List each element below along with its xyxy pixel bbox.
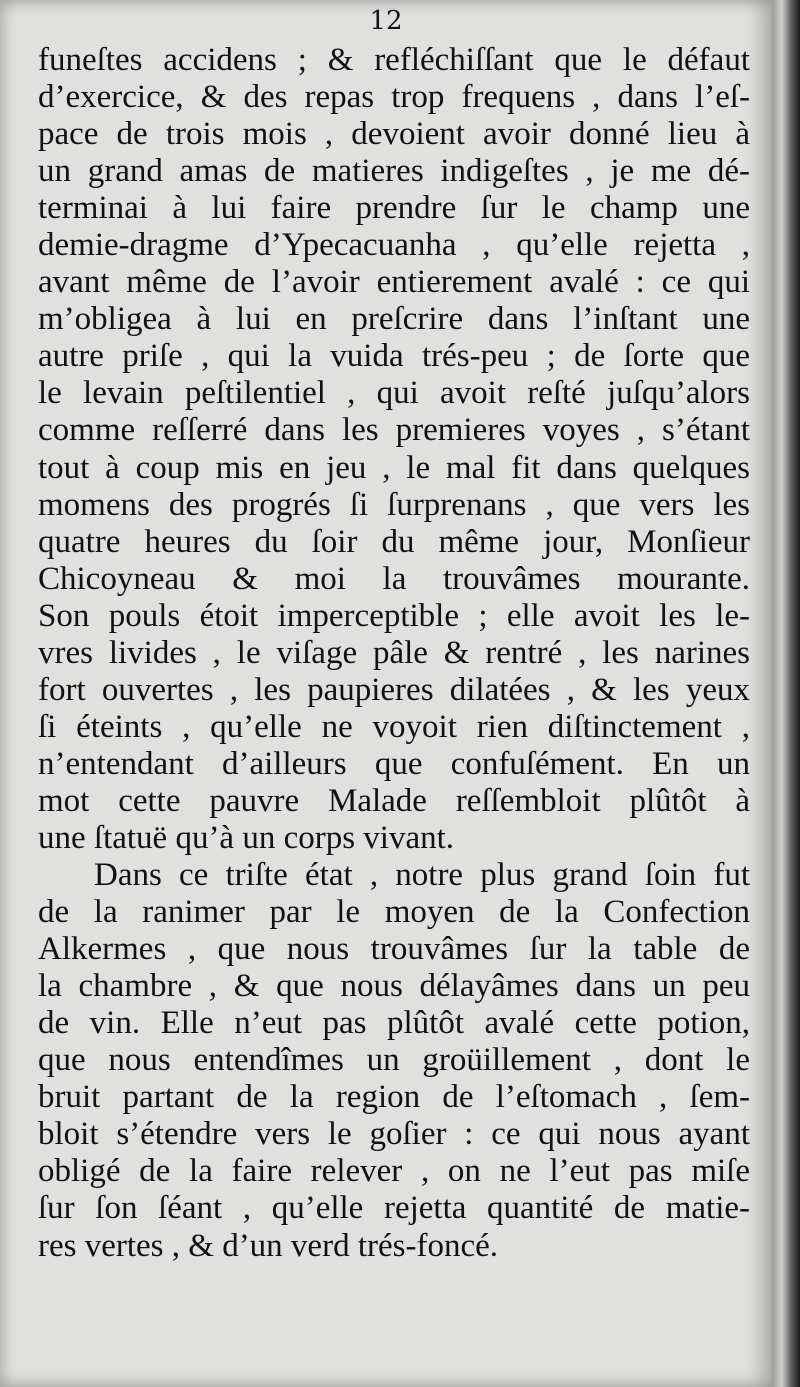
text-line: la chambre , & que nous délayâmes dans un peu [38,968,750,1005]
text-line: funeſtes accidens ; & refléchiſſant que le défaut [38,42,750,78]
text-line: terminai à lui faire prendre ſur le champ une [38,190,750,227]
page-body-text [38,42,750,1265]
text-line: ſur ſon ſéant , qu’elle rejetta quantité de matie- [38,1190,750,1227]
text-line: obligé de la faire relever , on ne l’eut pas miſe [38,1153,750,1190]
text-line: fort ouvertes , les paupieres dilatées , & les yeux [38,671,750,708]
text-line: d’exercice, & des repas trop frequens , dans l’eſ- [38,79,750,116]
text-line: Son pouls étoit imperceptible ; elle avoit les le- [38,597,750,634]
text-line: de vin. Elle n’eut pas plûtôt avalé cette potion, [38,1005,750,1042]
text-line: res vertes , & d’un verd trés-foncé. [38,1227,498,1264]
text-line: quatre heures du ſoir du même jour, Monſieur [38,523,750,560]
text-line: m’obligea à lui en preſcrire dans l’inſtant une [38,301,750,338]
text-line: que nous entendîmes un groüillement , dont le [38,1042,750,1079]
text-line: tout à coup mis en jeu , le mal fit dans quelques [38,449,750,486]
text-line: Chicoyneau & moi la trouvâmes mourante. [38,560,750,597]
text-line: autre priſe , qui la vuida trés-peu ; de ſorte que [38,338,750,375]
text-line: pace de trois mois , devoient avoir donné lieu à [38,116,750,153]
text-line: mot cette pauvre Malade reſſembloit plûtôt à [38,782,750,819]
text-line: comme reſſerré dans les premieres voyes , s’étant [38,412,750,449]
text-line: momens des progrés ſi ſurprenans , que vers les [38,486,750,523]
text-line: le levain peſtilentiel , qui avoit reſté juſqu’alors [38,375,750,412]
paragraph [38,42,750,857]
text-line: n’entendant d’ailleurs que confuſément. En un [38,745,750,782]
text-line: avant même de l’avoir entierement avalé : ce qui [38,264,750,301]
page-number: 12 [369,6,403,36]
text-line: ſi éteints , qu’elle ne voyoit rien diſtinctement , [38,708,750,745]
text-line: vres livides , le viſage pâle & rentré , les narines [38,634,750,671]
text-line: de la ranimer par le moyen de la Confection [38,894,750,931]
text-line: bloit s’étendre vers le goſier : ce qui nous ayant [38,1116,750,1153]
text-line: demie-dragme d’Ypecacuanha , qu’elle rejetta , [38,227,750,264]
paragraph [38,857,750,1265]
text-line: une ſtatuë qu’à un corps vivant. [38,819,455,856]
text-line: Dans ce triſte état , notre plus grand ſoin fut [94,857,750,894]
text-line: un grand amas de matieres indigeſtes , je me dé- [38,153,750,190]
text-line: Alkermes , que nous trouvâmes ſur la table de [38,931,750,968]
page-edge [772,0,800,1387]
text-line: bruit partant de la region de l’eſtomach , ſem- [38,1079,750,1116]
